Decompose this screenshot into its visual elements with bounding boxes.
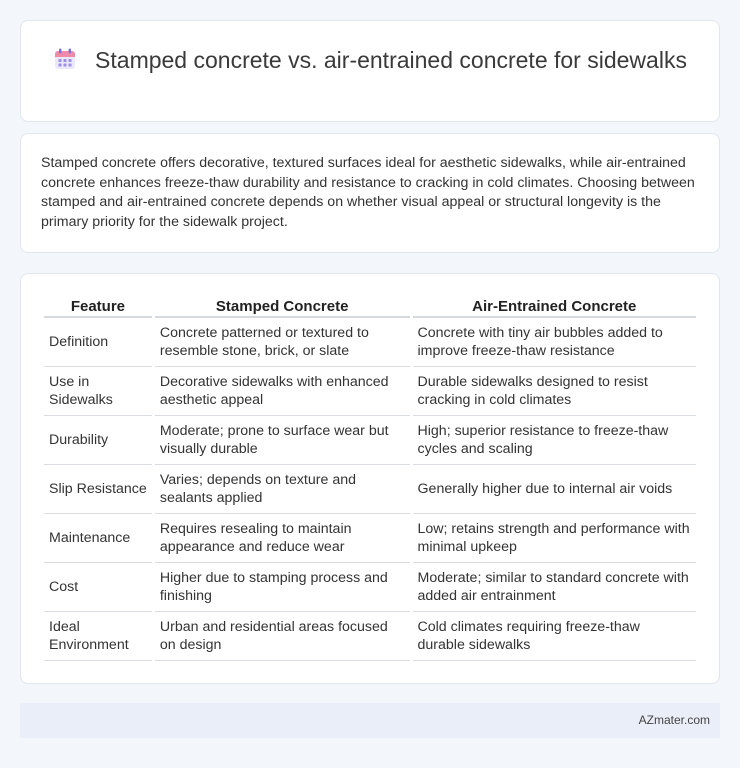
air-entrained-cell: Moderate; similar to standard concrete with added air entrainment [413,563,696,612]
air-entrained-cell: Low; retains strength and performance with minimal upkeep [413,514,696,563]
feature-cell: Use in Sidewalks [44,367,152,416]
table-row [44,514,696,563]
stamped-cell: Decorative sidewalks with enhanced aesthetic appeal [155,367,410,416]
table-row [44,465,696,514]
feature-cell: Ideal Environment [44,612,152,661]
stamped-cell: Urban and residential areas focused on design [155,612,410,661]
feature-cell: Durability [44,416,152,465]
stamped-cell: Varies; depends on texture and sealants applied [155,465,410,514]
calendar-icon [53,47,77,71]
air-entrained-cell: High; superior resistance to freeze-thaw cycles and scaling [413,416,696,465]
air-entrained-cell: Cold climates requiring freeze-thaw durable sidewalks [413,612,696,661]
comparison-table [41,296,699,661]
table-row [44,612,696,661]
title-text: Stamped concrete vs. air-entrained concrete for sidewalks [95,47,687,73]
comparison-table-card [20,273,720,684]
feature-cell: Cost [44,563,152,612]
stamped-cell: Moderate; prone to surface wear but visually durable [155,416,410,465]
feature-cell: Slip Resistance [44,465,152,514]
table-row [44,416,696,465]
stamped-cell: Higher due to stamping process and finishing [155,563,410,612]
title-card [20,20,720,122]
air-entrained-cell: Generally higher due to internal air voids [413,465,696,514]
air-entrained-cell: Durable sidewalks designed to resist cracking in cold climates [413,367,696,416]
table-row [44,563,696,612]
air-entrained-cell: Concrete with tiny air bubbles added to improve freeze-thaw resistance [413,318,696,367]
footer-brand: AZmater.com [638,713,710,727]
summary-card [20,133,720,253]
table-row [44,318,696,367]
column-header-stamped: Stamped Concrete [155,296,410,318]
footer-bar [20,703,720,738]
column-header-air-entrained: Air-Entrained Concrete [413,296,696,318]
feature-cell: Maintenance [44,514,152,563]
table-header-row [44,296,696,318]
page-title [21,45,719,75]
column-header-feature: Feature [44,296,152,318]
feature-cell: Definition [44,318,152,367]
stamped-cell: Requires resealing to maintain appearance and reduce wear [155,514,410,563]
table-row [44,367,696,416]
stamped-cell: Concrete patterned or textured to resemble stone, brick, or slate [155,318,410,367]
summary-text: Stamped concrete offers decorative, textured surfaces ideal for aesthetic sidewalks, while air-entrained concrete enhances freeze-thaw durability and resistance to cracking in cold climates. Choosing between stamped and air-entrained concrete depends on whether visual appeal or structural longevity is the primary priority for the sidewalk project. [41,155,695,230]
